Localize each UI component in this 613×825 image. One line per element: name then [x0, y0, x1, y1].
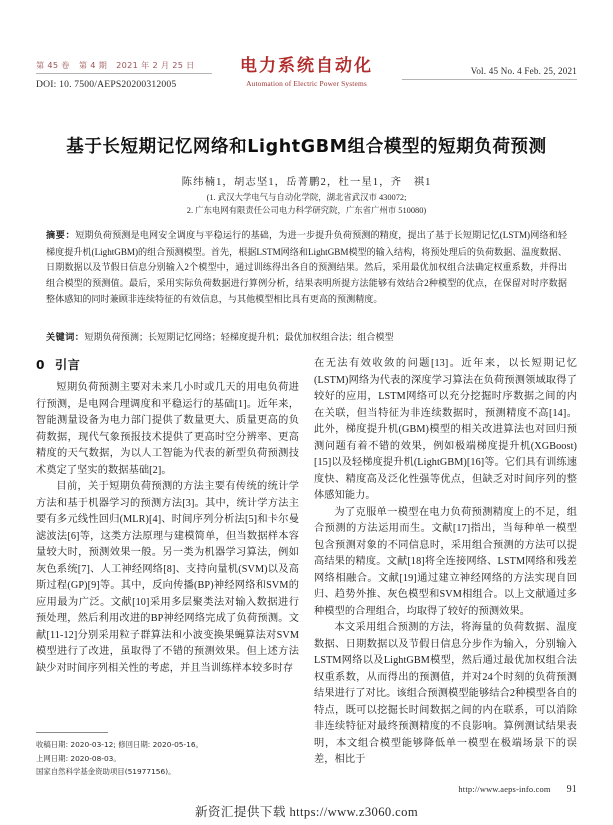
volume-cn: 第 45 卷: [36, 60, 70, 70]
section-title: 引言: [54, 358, 81, 372]
journal-title-cn: 电力系统自动化: [240, 56, 373, 76]
issue-bar: [36, 60, 212, 74]
journal-logo: [192, 56, 422, 88]
keywords-text: 短期负荷预测；长短期记忆网络；轻梯度提升机；最优加权组合法；组合模型: [84, 332, 394, 342]
online-date: 上网日期: 2020-08-03。: [36, 753, 121, 763]
masthead: [36, 56, 577, 106]
column-left: [36, 356, 299, 677]
keywords-label: 关键词：: [46, 333, 85, 343]
affiliation-2: 2. 广东电网有限责任公司电力科学研究院，广东省广州市 510080): [186, 206, 427, 216]
affiliation-1: (1. 武汉大学电气与自动化学院，湖北省武汉市 430072;: [206, 193, 407, 202]
journal-url[interactable]: http://www.aeps-info.com: [458, 785, 551, 794]
paragraph: 为了克服单一模型在电力负荷预测精度上的不足，组合预测的方法运用而生。文献[17]指出，当每种单一模型包含预测对象的不同信息时，采用组合预测的方法可以提高结果的精度。文献[18]将全连接网络、LSTM网络和残差网络相融合。文献[19]通过建立神经网络的方法实现自回归、趋势外推、灰色模型和SVM相组合。以上文献通过多种模型的合理组合，均取得了较好的预测效果。: [314, 506, 577, 617]
paragraph: 目前，关于短期负荷预测的方法主要有传统的统计学方法和基于机器学习的预测方法[3]。其中，统计学方法主要有多元线性回归(MLR)[4]、时间序列分析法[5]和卡尔曼滤波法[6]等，这类方法原理与建模简单，但当数据样本容量较大时，预测效果一般。另一类为机器学习算法，例如灰色系统[7]、人工神经网络[8]、支持向量机(SVM)以及高斯过程(GP)[9]等。其中，反向传播(BP)神经网络和SVM的应用最为广泛。文献[10]采用多层聚类法对输入数据进行预处理，然后利用改进的BP神经网络完成了负荷预测。文献[11-12]分别采用粒子群算法和小波变换果蝇算法对SVM模型进行了改进，虽取得了不错的预测效果。但上述方法缺少对时间序列相关性的考虑，并且当训练样本较多时存: [36, 481, 299, 674]
received-date: 收稿日期: 2020-03-12; 修回日期: 2020-05-16。: [36, 740, 203, 749]
download-watermark: 新资汇提供下载 https://www.z3060.com: [194, 805, 419, 819]
masthead-rule: [402, 79, 577, 80]
affiliations: [0, 191, 613, 217]
footnote-block: [36, 732, 286, 779]
page-number: 91: [566, 784, 577, 795]
section-number: 0: [36, 358, 45, 372]
keywords-block: [46, 330, 567, 346]
paragraph: 短期负荷预测主要对未来几小时或几天的用电负荷进行预测，是电网合理调度和平稳运行的基础[1]。近年来，智能测量设备为电力部门提供了数量更大、质量更高的负荷数据，现代气象预报技术提供了更高时空分辨率、更高精度的天气数据，为以人工智能为代表的新型负荷预测技术奠定了坚实的数据基础[2]。: [36, 382, 299, 476]
date-cn: 2021 年 2 月 25 日: [116, 60, 195, 70]
author-list: 陈纬楠1，胡志坚1，岳菁鹏2，杜一星1，齐 祺1: [181, 177, 432, 188]
paragraph: 在无法有效收敛的问题[13]。近年来，以长短期记忆(LSTM)网络为代表的深度学习算法在负荷预测领域取得了较好的应用，LSTM网络可以充分挖掘时序数据之间的内在关联，但当特征为非连续数据时，预测精度不高[14]。此外，梯度提升机(GBM)模型的相关改进算法也对回归预测问题有着不错的效果，例如极端梯度提升机(XGBoost)[15]以及轻梯度提升机(LightGBM)[16]等。它们具有训练速度快、精度高及泛化性强等优点，但缺乏对时间序列的整体感知能力。: [314, 358, 577, 502]
abstract-label: 摘要：: [46, 231, 76, 241]
funding-note: 国家自然科学基金资助项目(51977156)。: [36, 767, 176, 777]
section-heading: [36, 356, 299, 373]
column-right: [314, 356, 577, 769]
abstract-block: [46, 228, 567, 307]
volume-en: Vol. 45 No. 4 Feb. 25, 2021: [470, 66, 577, 76]
article-title: 基于长短期记忆网络和LightGBM组合模型的短期负荷预测: [66, 137, 547, 157]
footnote-rule: [36, 732, 108, 733]
paragraph: 本文采用组合预测的方法，将海量的负荷数据、温度数据、日期数据以及节假日信息分步作为输入，分别输入LSTM网络以及LightGBM模型，然后通过最优加权组合法权重系数，从而得出的预测值，并对24个时刻的负荷预测结果进行了对比。该组合预测模型能够结合2种模型各自的特点，既可以挖掘长时间数据之间的内在联系，可以消除非连续特征对最终预测精度的不良影响。算例测试结果表明，本文组合模型能够降低单一模型在极端场景下的误差，相比于: [314, 622, 577, 766]
journal-title-en: Automation of Electric Power Systems: [246, 79, 367, 89]
doi: DOI: 10. 7500/AEPS20200312005: [36, 79, 177, 90]
page-footer: [458, 784, 577, 795]
abstract-text: 短期负荷预测是电网安全调度与平稳运行的基础，为进一步提升负荷预测的精度，提出了基于长短期记忆(LSTM)网络和轻梯度提升机(LightGBM)的组合预测模型。首先，根据LSTM网络和LightGBM模型的输入结构，将预处理后的负荷数据、温度数据、日期数据以及节假日信息分别输入2个模型中，通过训练得出各自的预测结果。然后，采用最优加权组合法确定权重系数，并得出组合模型的预测值。最后，采用实际负荷数据进行算例分析，结果表明所提方法能够有效结合2种模型的优点，在保留对时序数据整体感知的同时兼顾非连续特征的有效信息，与其他模型相比具有更高的预测精度。: [46, 230, 567, 304]
masthead-right: [402, 66, 577, 80]
issue-cn: 第 4 期: [78, 60, 108, 70]
